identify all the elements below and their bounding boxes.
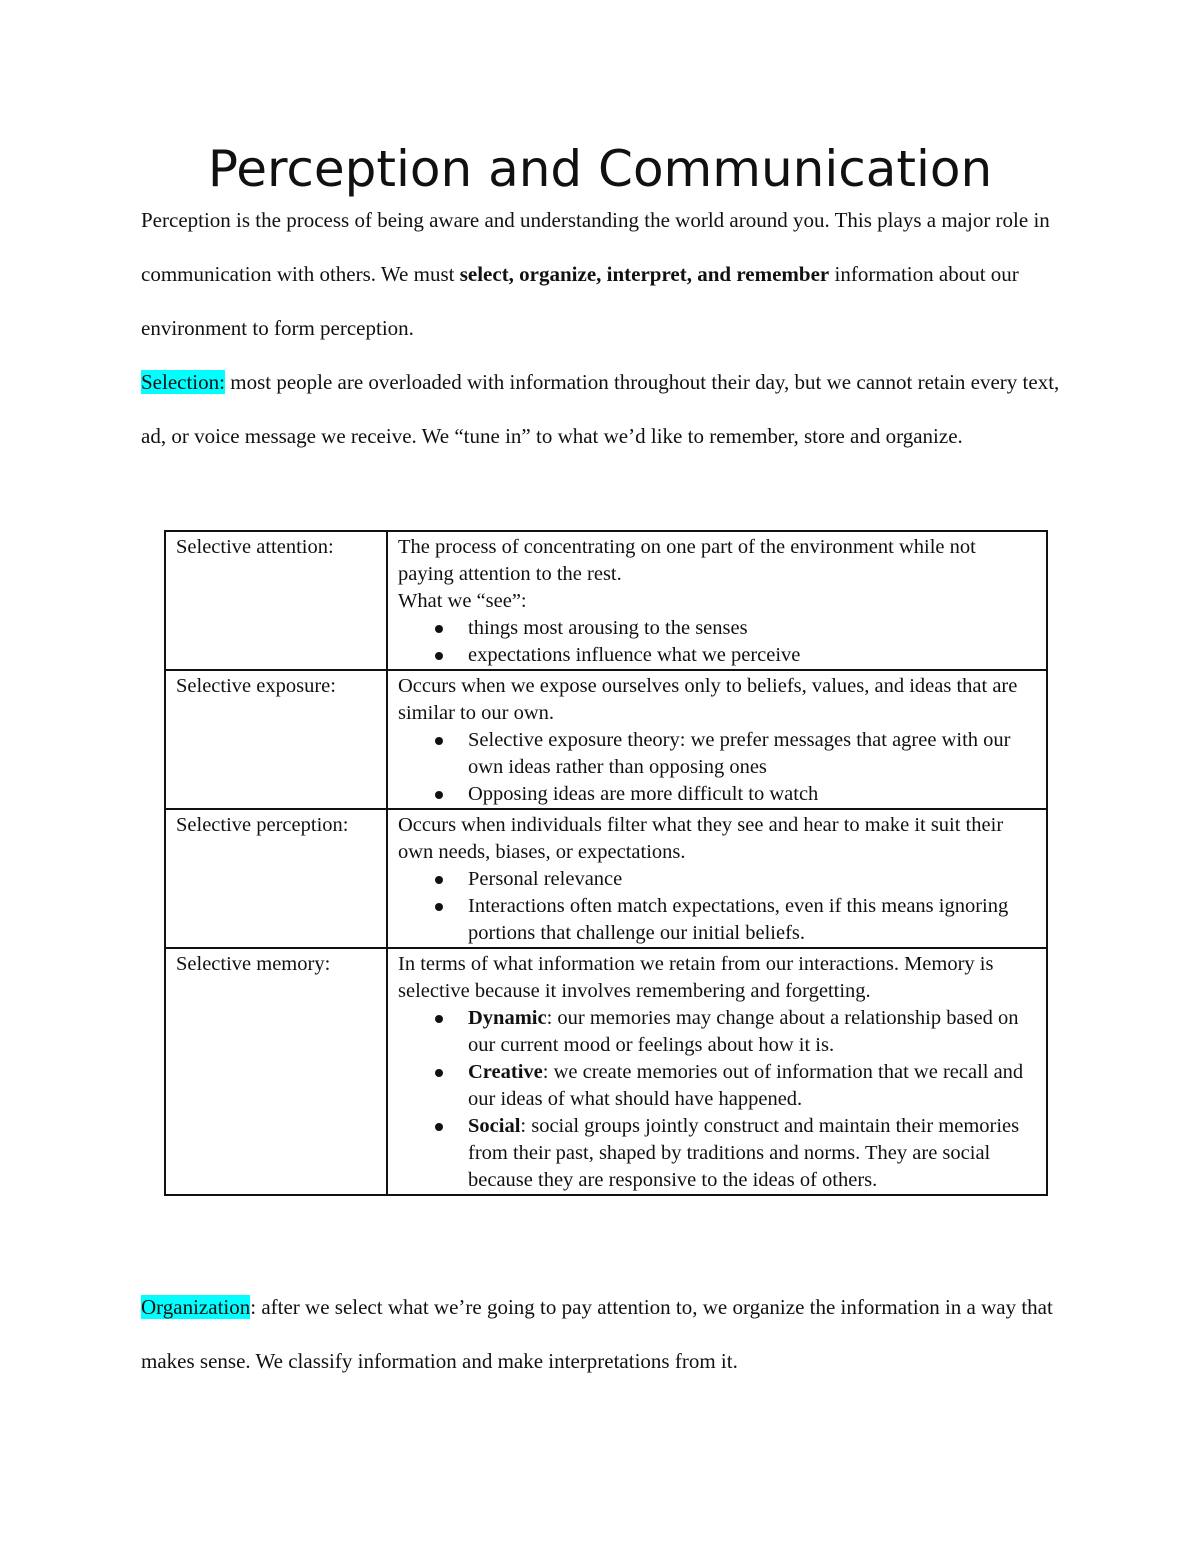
table-row bbox=[165, 531, 1047, 670]
bullet-bold-term: Creative bbox=[468, 1061, 543, 1083]
bullet-bold-term: Dynamic bbox=[468, 1007, 547, 1029]
description-cell bbox=[387, 948, 1047, 1195]
term-cell bbox=[165, 531, 387, 670]
description-cell bbox=[387, 670, 1047, 809]
term-label: Selective exposure: bbox=[176, 675, 336, 697]
table-row bbox=[165, 670, 1047, 809]
page-title: Perception and Communication bbox=[207, 140, 993, 198]
description-line: What we “see”: bbox=[398, 590, 527, 612]
intro-text-before: Perception is the process of being aware and understanding the world around you. This plays a major role in communication with others. We must bbox=[141, 208, 1050, 286]
bullet-item bbox=[468, 1113, 1036, 1194]
selection-paragraph bbox=[141, 355, 1071, 463]
bullet-text: Interactions often match expectations, even if this means ignoring portions that challenge our initial beliefs. bbox=[468, 895, 1009, 944]
term-label: Selective attention: bbox=[176, 536, 334, 558]
bullet-text: Selective exposure theory: we prefer messages that agree with our own ideas rather than opposing ones bbox=[468, 729, 1011, 778]
organization-paragraph bbox=[141, 1280, 1071, 1388]
selective-processes-table bbox=[164, 530, 1048, 1196]
bullet-text: : social groups jointly construct and maintain their memories from their past, shaped by traditions and norms. They are social because they are responsive to the ideas of others. bbox=[468, 1115, 1020, 1191]
bullet-text: : our memories may change about a relationship based on our current mood or feelings about how it is. bbox=[468, 1007, 1019, 1056]
description-line: In terms of what information we retain from our interactions. Memory is selective because it involves remembering and forgetting. bbox=[398, 953, 994, 1002]
organization-label: Organization bbox=[141, 1295, 251, 1319]
intro-paragraph bbox=[141, 193, 1071, 355]
table-row bbox=[165, 809, 1047, 948]
intro-bold-steps: select, organize, interpret, and remember bbox=[459, 262, 830, 286]
table-row bbox=[165, 948, 1047, 1195]
bullet-text: things most arousing to the senses bbox=[468, 617, 748, 639]
selection-label: Selection: bbox=[141, 370, 225, 394]
bullet-item bbox=[468, 642, 1036, 669]
term-label: Selective memory: bbox=[176, 953, 331, 975]
bullet-item bbox=[468, 866, 1036, 893]
bullet-item bbox=[468, 1005, 1036, 1059]
description-line: Occurs when we expose ourselves only to beliefs, values, and ideas that are similar to our own. bbox=[398, 675, 1018, 724]
term-label: Selective perception: bbox=[176, 814, 349, 836]
description-line: The process of concentrating on one part of the environment while not paying attention to the rest. bbox=[398, 536, 976, 585]
bullet-item bbox=[468, 781, 1036, 808]
bullet-list bbox=[398, 1005, 1036, 1194]
bullet-bold-term: Social bbox=[468, 1115, 521, 1137]
bullet-text: : we create memories out of information that we recall and our ideas of what should have happened. bbox=[468, 1061, 1024, 1110]
term-cell bbox=[165, 670, 387, 809]
bullet-list bbox=[398, 615, 1036, 669]
description-cell bbox=[387, 809, 1047, 948]
bullet-list bbox=[398, 727, 1036, 808]
bullet-item bbox=[468, 727, 1036, 781]
bullet-text: Personal relevance bbox=[468, 868, 623, 890]
bullet-item bbox=[468, 1059, 1036, 1113]
bullet-text: Opposing ideas are more difficult to watch bbox=[468, 783, 819, 805]
description-cell bbox=[387, 531, 1047, 670]
bullet-item bbox=[468, 893, 1036, 947]
intro-text-after: information about our environment to form perception. bbox=[141, 262, 1019, 340]
bullet-item bbox=[468, 615, 1036, 642]
term-cell bbox=[165, 948, 387, 1195]
term-cell bbox=[165, 809, 387, 948]
organization-text: : after we select what we’re going to pay attention to, we organize the information in a way that makes sense. We classify information and make interpretations from it. bbox=[141, 1295, 1053, 1373]
bullet-text: expectations influence what we perceive bbox=[468, 644, 801, 666]
bullet-list bbox=[398, 866, 1036, 947]
description-line: Occurs when individuals filter what they see and hear to make it suit their own needs, biases, or expectations. bbox=[398, 814, 1004, 863]
selection-text: most people are overloaded with information throughout their day, but we cannot retain every text, ad, or voice message we receive. We “tune in” to what we’d like to remember, store and organize. bbox=[141, 370, 1060, 448]
